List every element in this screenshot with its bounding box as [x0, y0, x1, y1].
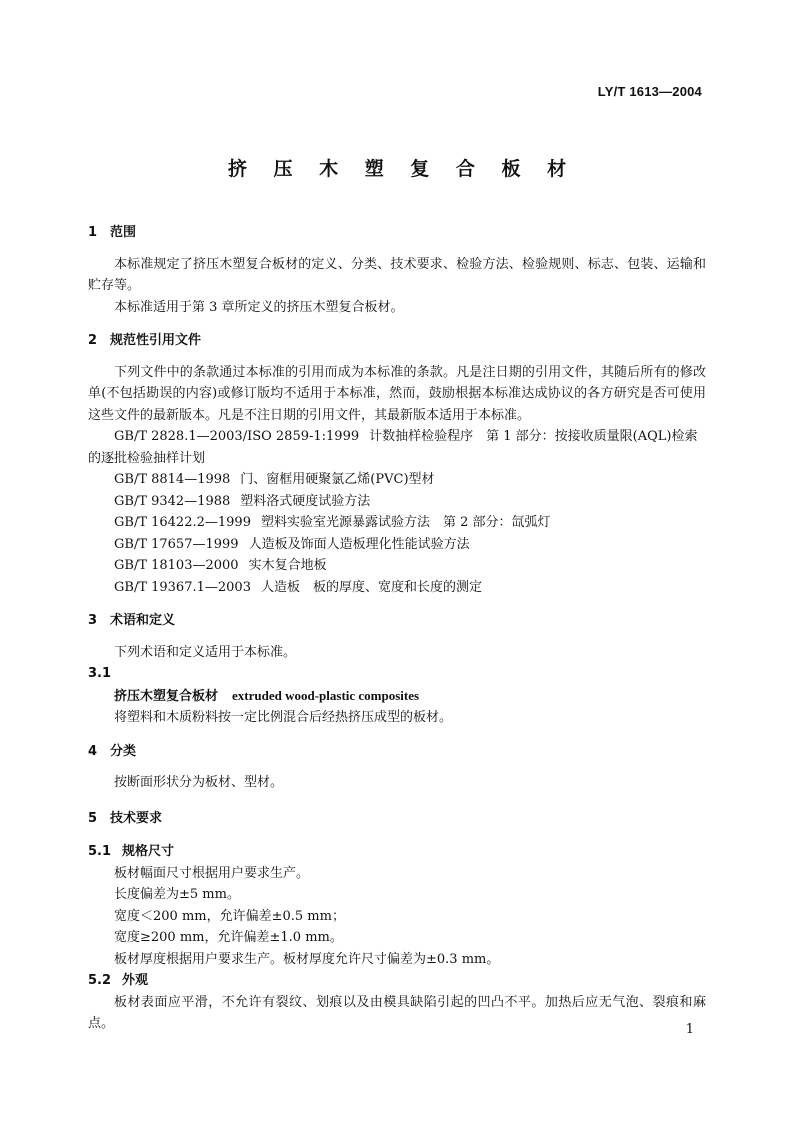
- term-definition: 将塑料和木质粉料按一定比例混合后经热挤压成型的板材。: [114, 710, 453, 725]
- section-heading-classification: [88, 741, 706, 763]
- document-title: 挤 压 木 塑 复 合 板 材: [227, 158, 577, 180]
- paragraph: 下列术语和定义适用于本标准。: [114, 644, 297, 660]
- subsection-number: 3.1: [88, 666, 112, 681]
- reference-item: [88, 534, 706, 556]
- reference-code: GB/T 19367.1—2003: [114, 579, 251, 595]
- reference-code: GB/T 9342—1988: [114, 493, 231, 509]
- reference-code: GB/T 18103—2000: [114, 558, 239, 573]
- paragraph: 长度偏差为±5 mm。: [114, 887, 240, 902]
- paragraph: 本标准适用于第 3 章所定义的挤压木塑复合板材。: [114, 299, 404, 315]
- subsection-number: 5.2: [88, 973, 112, 988]
- reference-title: 计数抽样检验程序 第 1 部分：按接收质量限(AQL)检索的逐批检验抽样计划: [88, 429, 698, 466]
- reference-title: 人造板及饰面人造板理化性能试验方法: [248, 536, 470, 552]
- term-chinese: 挤压木塑复合板材: [114, 688, 219, 704]
- paragraph: 宽度＜200 mm，允许偏差±0.5 mm；: [114, 908, 345, 924]
- subsection-number: 5.1: [88, 844, 112, 859]
- section-heading-technical-requirements: [88, 808, 706, 830]
- page-number: 1: [685, 1022, 694, 1037]
- reference-code: GB/T 17657—1999: [114, 536, 239, 552]
- document-body: [88, 222, 706, 1035]
- reference-item: [88, 555, 706, 577]
- paragraph: 本标准规定了挤压木塑复合板材的定义、分类、技术要求、检验方法、检验规则、标志、包装、运输和贮存等。: [88, 256, 706, 293]
- subsection-heading-appearance: [88, 970, 706, 992]
- section-number: 3: [88, 613, 98, 628]
- section-heading-normative-references: [88, 330, 706, 352]
- reference-code: GB/T 2828.1—2003/ISO 2859-1:1999: [114, 429, 360, 444]
- reference-title: 塑料实验室光源暴露试验方法 第 2 部分：氙弧灯: [260, 515, 551, 530]
- reference-item: [88, 512, 706, 534]
- section-number: 1: [88, 225, 98, 240]
- paragraph: 按断面形状分为板材、型材。: [114, 775, 284, 790]
- standard-code: LY/T 1613—2004: [597, 84, 702, 99]
- subsection-title: 规格尺寸: [122, 844, 175, 859]
- paragraph: 板材厚度根据用户要求生产。板材厚度允许尺寸偏差为±0.3 mm。: [114, 951, 500, 967]
- term-entry: [88, 685, 706, 708]
- section-title: 规范性引用文件: [110, 333, 202, 348]
- reference-title: 人造板 板的厚度、宽度和长度的测定: [260, 579, 482, 595]
- reference-code: GB/T 16422.2—1999: [114, 515, 251, 530]
- section-heading-terms: [88, 610, 706, 632]
- section-title: 分类: [110, 743, 137, 759]
- subsection-title: 外观: [122, 973, 149, 988]
- section-title: 范围: [110, 225, 137, 240]
- term-english: extruded wood-plastic composites: [232, 687, 420, 703]
- reference-title: 塑料洛式硬度试验方法: [240, 493, 371, 509]
- section-title: 术语和定义: [110, 613, 176, 628]
- reference-list: [88, 426, 706, 598]
- paragraph: 下列文件中的条款通过本标准的引用而成为本标准的条款。凡是注日期的引用文件，其随后所有的修改单(不包括勘误的内容)或修订版均不适用于本标准，然而，鼓励根据本标准达成协议的各方研究是否可使用这些文件的最新版本。凡是不注日期的引用文件，其最新版本适用于本标准。: [88, 364, 706, 423]
- paragraph: 板材幅面尺寸根据用户要求生产。: [114, 865, 310, 881]
- reference-item: [88, 577, 706, 599]
- paragraph: 宽度≥200 mm，允许偏差±1.0 mm。: [114, 930, 343, 945]
- reference-item: [88, 469, 706, 491]
- reference-title: 实木复合地板: [248, 558, 327, 573]
- section-number: 2: [88, 333, 98, 348]
- section-number: 4: [88, 743, 98, 759]
- subsection-heading-dimensions: [88, 841, 706, 863]
- reference-code: GB/T 8814—1998: [114, 472, 231, 487]
- reference-item: [88, 426, 706, 469]
- section-heading-scope: [88, 222, 706, 244]
- reference-title: 门、窗框用硬聚氯乙烯(PVC)型材: [240, 472, 435, 487]
- section-title: 技术要求: [110, 810, 163, 826]
- reference-item: [88, 491, 706, 513]
- paragraph: 板材表面应平滑，不允许有裂纹、划痕以及由模具缺陷引起的凹凸不平。加热后应无气泡、裂痕和麻点。: [88, 994, 706, 1031]
- section-number: 5: [88, 810, 98, 826]
